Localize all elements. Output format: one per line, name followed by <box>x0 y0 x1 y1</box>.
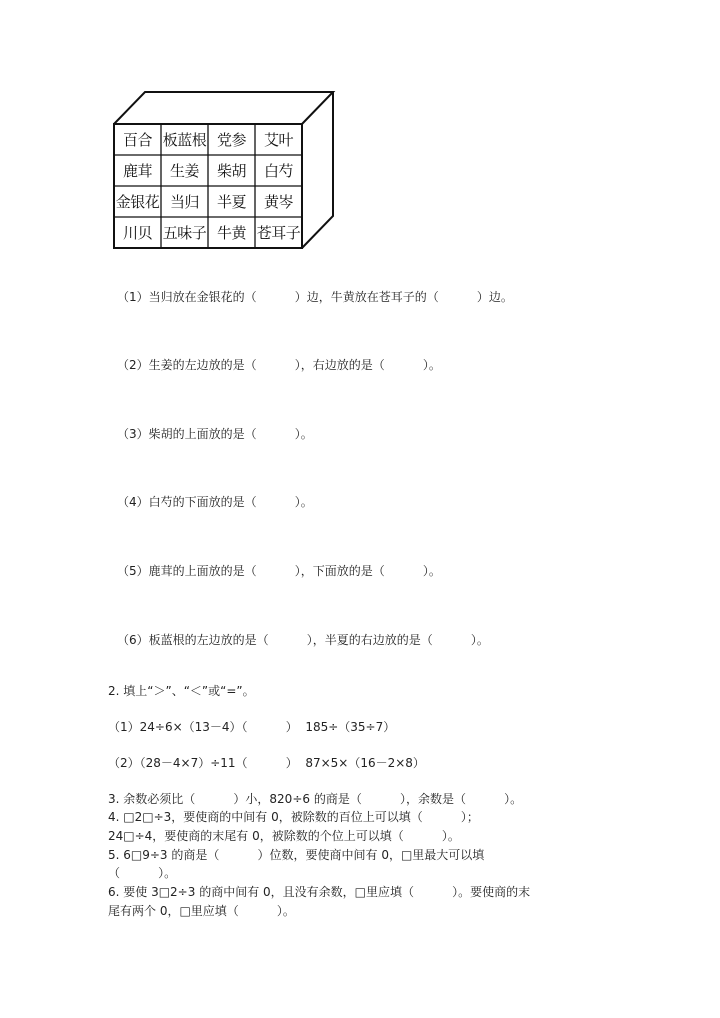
medicine-cabinet <box>0 0 720 260</box>
cabinet-cell: 党参 <box>216 130 246 149</box>
problem-6-line-2: 尾有两个 0，□里应填（ ）。 <box>108 904 295 918</box>
cabinet-cell: 金银花 <box>115 192 160 211</box>
cabinet-cell: 五味子 <box>162 223 207 242</box>
problem-4-line-1: 4. □2□÷3，要使商的中间有 0，被除数的百位上可以填（ ）； <box>108 810 479 824</box>
question-6: （6）板蓝根的左边放的是（ ），半夏的右边放的是（ ）。 <box>117 633 489 647</box>
problem-3: 3. 余数必须比（ ）小，820÷6 的商是（ ），余数是（ ）。 <box>108 792 523 806</box>
problem-4-line-2: 24□÷4，要使商的末尾有 0，被除数的个位上可以填（ ）。 <box>108 829 460 843</box>
problem-5-line-1: 5. 6□9÷3 的商是（ ）位数，要使商中间有 0，□里最大可以填 <box>108 848 485 862</box>
cabinet-cell: 艾叶 <box>263 130 293 149</box>
cabinet-cell: 当归 <box>169 192 199 211</box>
cabinet-outline <box>0 0 720 260</box>
cabinet-cell: 板蓝根 <box>162 130 207 149</box>
question-4: （4）白芍的下面放的是（ ）。 <box>117 495 313 509</box>
cabinet-cell: 柴胡 <box>216 161 246 180</box>
problem-2-line-1: （1）24÷6×（13－4）（ ） 185÷（35÷7） <box>108 720 396 734</box>
cabinet-cell: 生姜 <box>169 161 199 180</box>
cabinet-cell: 黄岑 <box>263 192 293 211</box>
cabinet-cell: 牛黄 <box>216 223 246 242</box>
question-5: （5）鹿茸的上面放的是（ ），下面放的是（ ）。 <box>117 564 441 578</box>
question-1: （1）当归放在金银花的（ ）边，牛黄放在苍耳子的（ ）边。 <box>117 290 513 304</box>
cabinet-cell: 百合 <box>122 130 152 149</box>
cabinet-cell: 川贝 <box>122 223 152 242</box>
problem-2-title: 2. 填上“＞”、“＜”或“=”。 <box>108 684 255 698</box>
question-3: （3）柴胡的上面放的是（ ）。 <box>117 427 313 441</box>
problem-5-line-2: （ ）。 <box>108 866 177 880</box>
question-2: （2）生姜的左边放的是（ ），右边放的是（ ）。 <box>117 358 441 372</box>
cabinet-cell: 半夏 <box>216 192 246 211</box>
cabinet-cell: 白芍 <box>263 161 293 180</box>
cabinet-cell: 鹿茸 <box>122 161 152 180</box>
problem-6-line-1: 6. 要使 3□2÷3 的商中间有 0，且没有余数，□里应填（ ）。要使商的末 <box>108 885 531 899</box>
cabinet-cell: 苍耳子 <box>256 223 301 242</box>
problem-2-line-2: （2）（28－4×7）÷11（ ） 87×5×（16－2×8） <box>108 756 425 770</box>
